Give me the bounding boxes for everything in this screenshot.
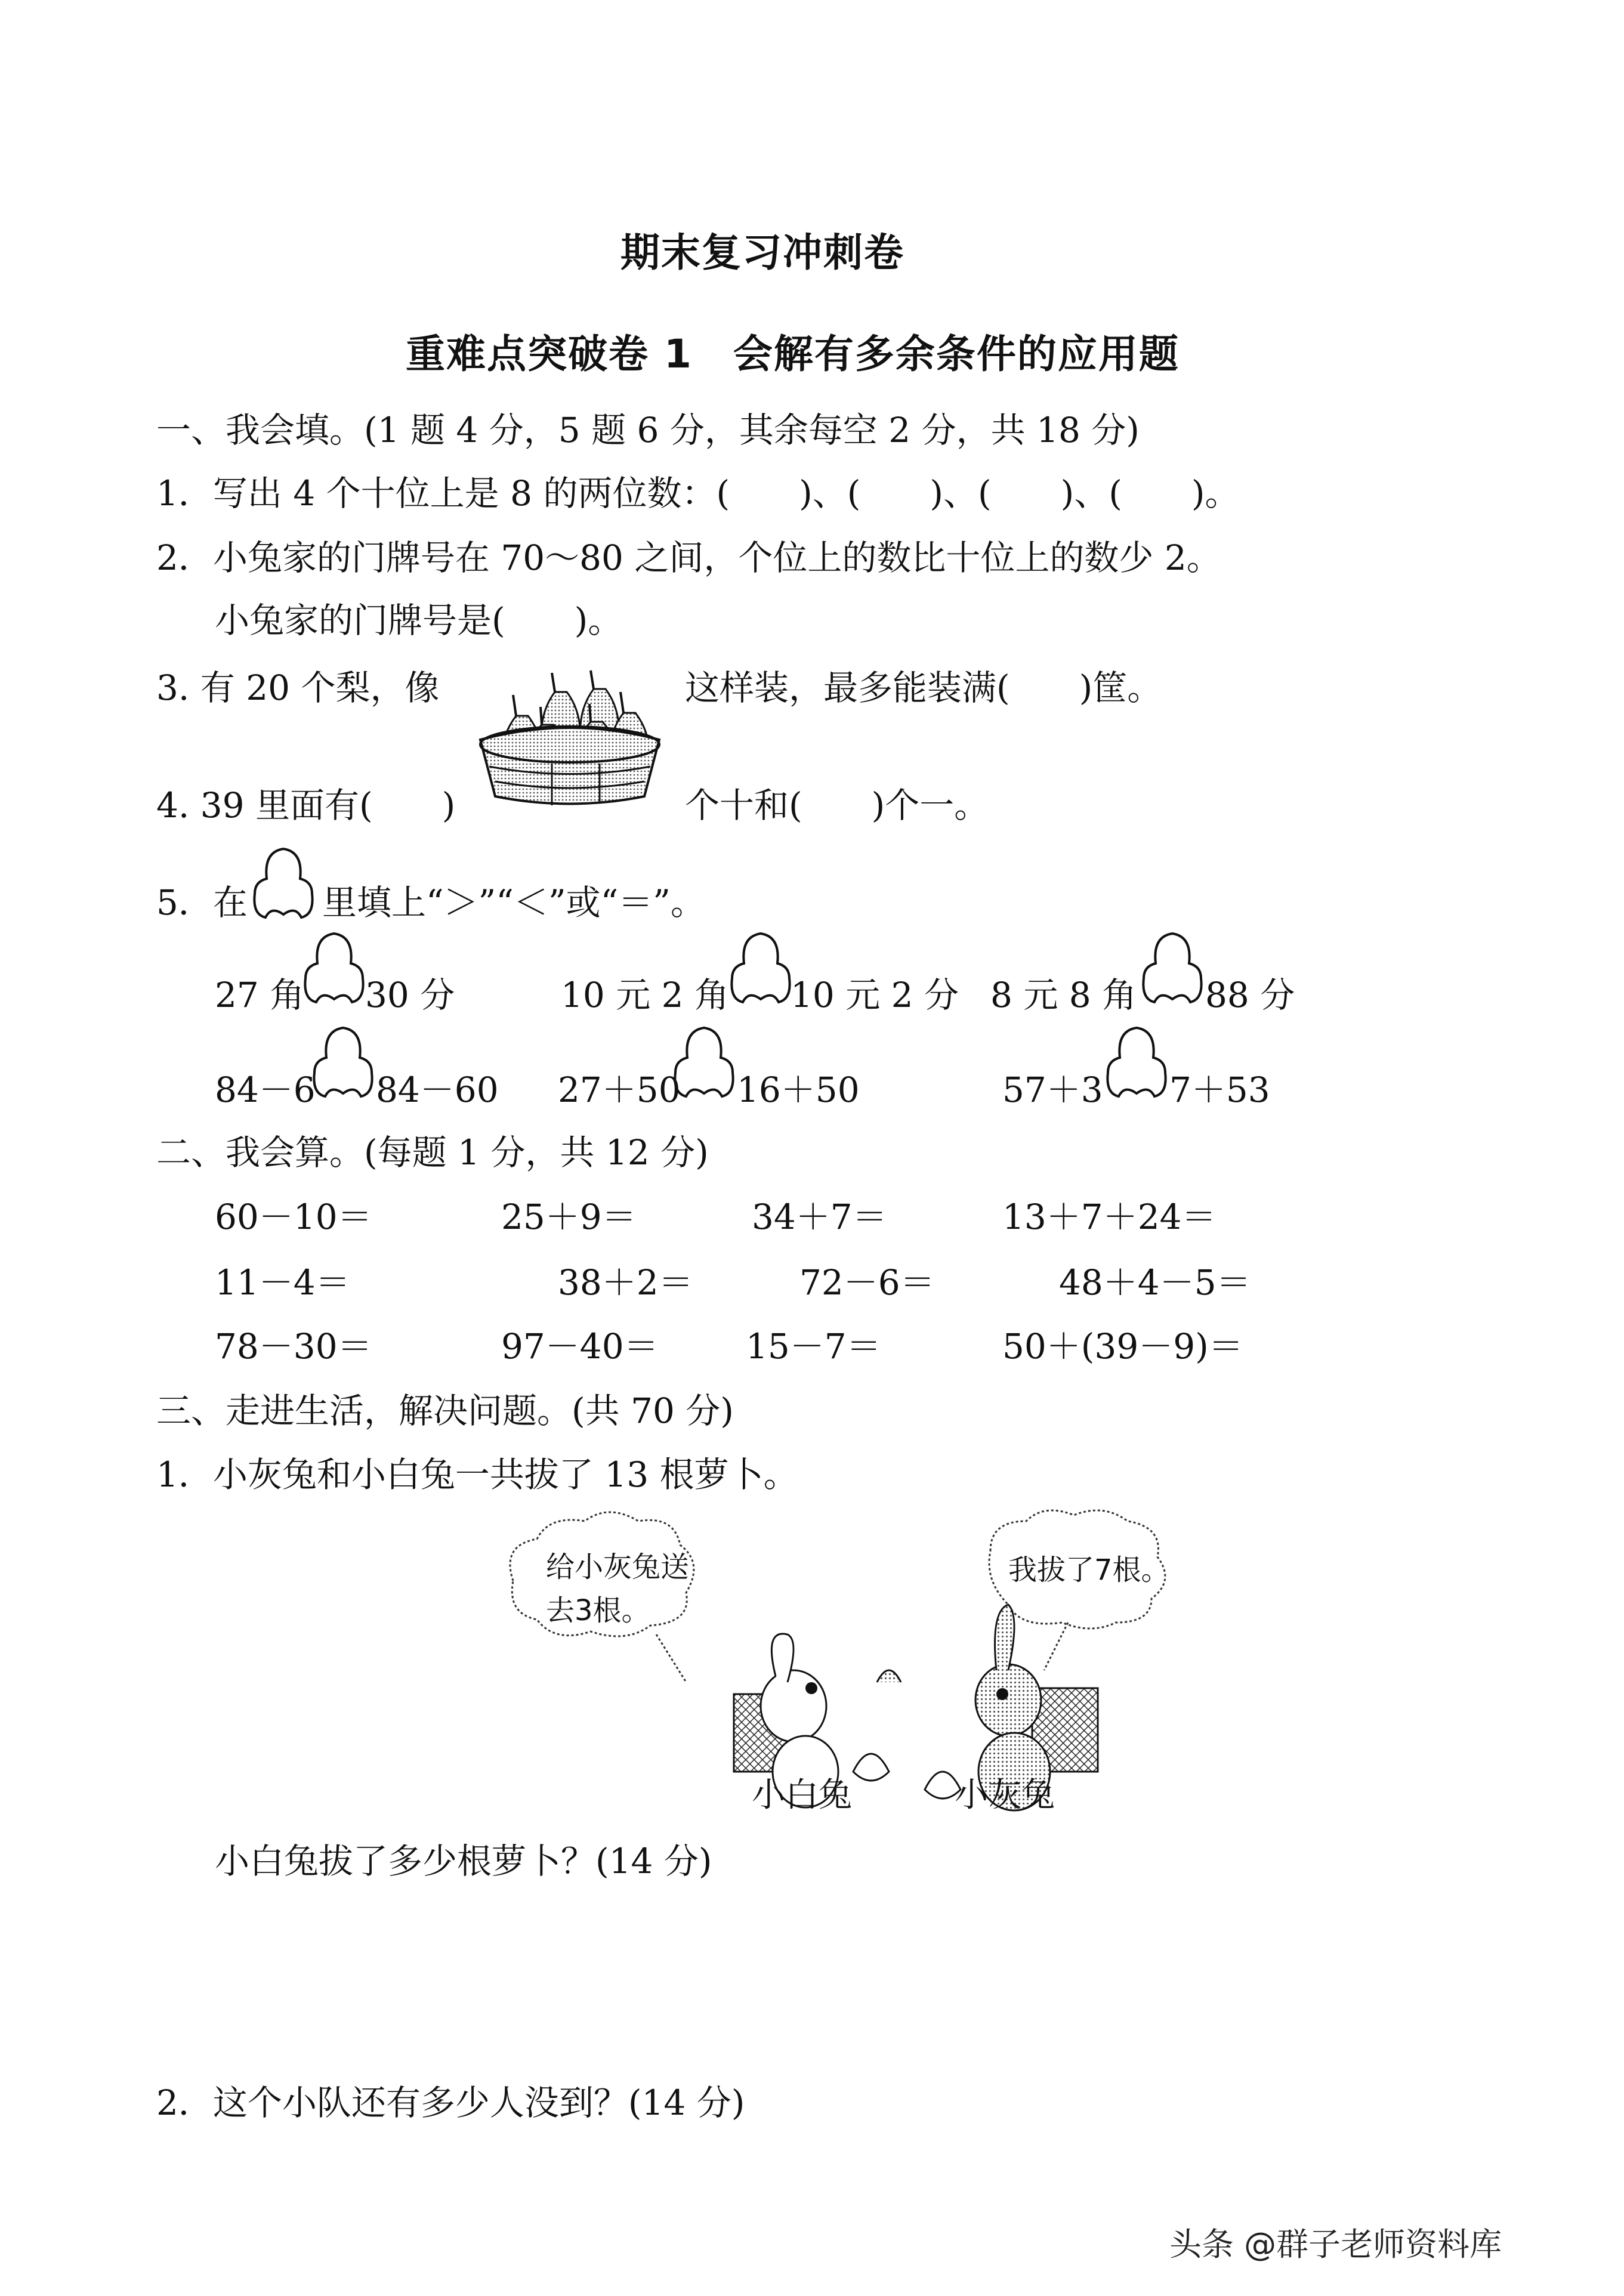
compare-left: 8 元 8 角	[990, 975, 1137, 1015]
q1-2-line2: 小兔家的门牌号是( )。	[215, 600, 623, 641]
calc-item: 25＋9＝	[501, 1197, 637, 1237]
section-1-heading: 一、我会填。(1 题 4 分，5 题 6 分，其余每空 2 分，共 18 分)	[156, 410, 1140, 450]
calc-item: 72－6＝	[799, 1262, 935, 1303]
page-title: 期末复习冲刺卷	[620, 230, 904, 276]
compare-right: 16＋50	[737, 1070, 860, 1110]
calc-item: 13＋7＋24＝	[1002, 1197, 1217, 1237]
compare-left: 27＋50	[558, 1070, 681, 1110]
compare-left: 10 元 2 角	[561, 975, 730, 1015]
flower-blank-input[interactable]	[301, 931, 367, 1008]
compare-left: 84－6	[215, 1070, 316, 1110]
compare-left: 57＋3	[1002, 1070, 1103, 1110]
q1-4-suffix: 个十和( )个一。	[685, 785, 989, 826]
bubble-right: 我拔了7根。	[1008, 1553, 1170, 1587]
q1-1-text: 1．写出 4 个十位上是 8 的两位数：( )、( )、( )、( )。	[156, 473, 1240, 514]
compare-right: 30 分	[365, 975, 455, 1015]
flower-blank-input[interactable]	[1104, 1025, 1169, 1102]
bubble-left-line1: 给小灰兔送	[546, 1550, 690, 1584]
calc-item: 11－4＝	[215, 1262, 350, 1303]
watermark: 头条 @群子老师资料库	[1169, 2226, 1502, 2263]
flower-blank-icon	[251, 846, 316, 923]
q1-3-suffix: 这样装，最多能装满( )筐。	[685, 668, 1162, 708]
calc-item: 50＋(39－9)＝	[1002, 1326, 1243, 1367]
compare-right: 7＋53	[1169, 1070, 1270, 1110]
bubble-left-line2: 去3根。	[546, 1594, 650, 1627]
label-grey-rabbit: 小灰兔	[955, 1776, 1055, 1815]
compare-right: 10 元 2 分	[791, 975, 959, 1015]
page-subtitle: 重难点突破卷 1 会解有多余条件的应用题	[406, 331, 1180, 377]
q1-3-prefix: 3. 有 20 个梨，像	[156, 668, 440, 708]
calc-item: 60－10＝	[215, 1197, 372, 1237]
flower-blank-input[interactable]	[728, 931, 794, 1008]
compare-right: 84－60	[376, 1070, 499, 1110]
compare-right: 88 分	[1205, 975, 1295, 1015]
q1-4-prefix: 4. 39 里面有( )	[156, 785, 456, 826]
compare-left: 27 角	[215, 975, 305, 1015]
calc-item: 97－40＝	[501, 1326, 659, 1367]
calc-item: 38＋2＝	[558, 1262, 693, 1303]
section-2-heading: 二、我会算。(每题 1 分，共 12 分)	[156, 1132, 709, 1173]
calc-item: 34＋7＝	[752, 1197, 887, 1237]
q3-2-text: 2．这个小队还有多少人没到？(14 分)	[156, 2082, 745, 2123]
section-3-heading: 三、走进生活，解决问题。(共 70 分)	[156, 1390, 734, 1431]
q1-2-line1: 2．小兔家的门牌号在 70～80 之间，个位上的数比十位上的数少 2。	[156, 537, 1221, 578]
calc-item: 15－7＝	[746, 1326, 881, 1367]
q1-5-prefix: 5．在	[156, 882, 248, 923]
q3-1-text: 1．小灰兔和小白兔一共拔了 13 根萝卜。	[156, 1454, 798, 1495]
calc-item: 48＋4－5＝	[1059, 1262, 1251, 1303]
flower-blank-input[interactable]	[310, 1025, 376, 1102]
calc-item: 78－30＝	[215, 1326, 372, 1367]
pear-basket-icon	[471, 662, 668, 817]
q1-5-suffix: 里填上“＞”“＜”或“＝”。	[322, 882, 705, 923]
label-white-rabbit: 小白兔	[752, 1776, 852, 1815]
flower-blank-input[interactable]	[671, 1025, 737, 1102]
flower-blank-input[interactable]	[1140, 931, 1205, 1008]
q3-1-question: 小白兔拔了多少根萝卜？(14 分)	[215, 1841, 712, 1881]
